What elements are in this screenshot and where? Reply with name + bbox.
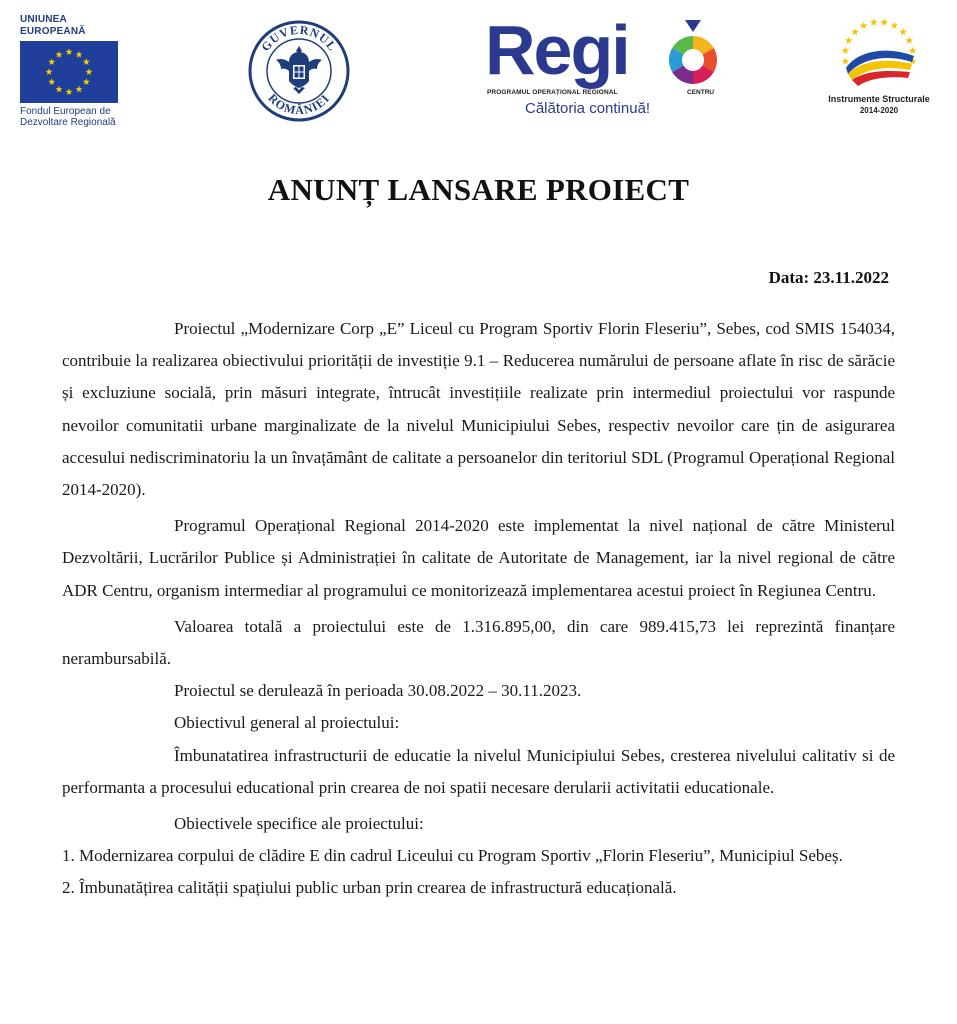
eu-flag-icon bbox=[20, 41, 118, 103]
eu-logo-bottom-line1: Fondul European de bbox=[20, 106, 111, 117]
instrumente-caption-line1: Instrumente Structurale bbox=[828, 94, 930, 104]
document-date: Data: 23.11.2022 bbox=[768, 268, 889, 287]
list-item-objective-1: 1. Modernizarea corpului de clădire E din cadrul Liceului cu Program Sportiv „Florin Fleseriu”, Municipiul Sebeș. bbox=[62, 846, 843, 866]
seal-arc-top-text: GUVERNUL bbox=[258, 22, 340, 54]
eu-logo bbox=[20, 14, 130, 128]
government-seal-icon bbox=[248, 20, 350, 122]
paragraph-project-period: Proiectul se derulează în perioada 30.08.2022 – 30.11.2023. bbox=[174, 681, 582, 701]
paragraph-project-description: Proiectul „Modernizare Corp „E” Liceul cu Program Sportiv Florin Fleseriu”, Sebes, cod SMIS 154034, contribuie la realizarea obiectivului priorității de investiție 9.1 – Reducerea numărului de persoane aflate în risc de sărăcie și excluziune socială, prin măsuri integrate, întrucât investițiile realizate prin intermediul proiectului vor raspunde nevoilor comunitatii urbane marginalizate de la nivelul Municipiului Sebes, respectiv nevoilor care țin de asigurarea accesului nediscriminatoriu la un învațământ de calitate a persoanelor din teritoriul SDL (Programul Operațional Regional 2014-2020). bbox=[62, 319, 895, 500]
list-item-objective-2: 2. Îmbunatățirea calității spațiului public urban prin crearea de infrastructură educațională. bbox=[62, 878, 677, 898]
regio-logo bbox=[485, 11, 725, 122]
regio-color-wheel-icon bbox=[663, 18, 723, 88]
paragraph-general-objective: Îmbunatatirea infrastructurii de educatie la nivelul Municipiului Sebes, cresterea nivelului calitativ si de performanta a procesului educational prin crearea de noi spatii necesare derularii activitatii educationale. bbox=[62, 745, 895, 797]
instrumente-structurale-emblem-icon bbox=[818, 10, 940, 94]
eu-logo-top-text: UNIUNEA EUROPEANĂ bbox=[20, 14, 86, 37]
regio-program-name: PROGRAMUL OPERAȚIONAL REGIONAL bbox=[487, 89, 618, 96]
regio-tagline: Călătoria continuă! bbox=[525, 100, 651, 117]
instrumente-caption-line2: 2014-2020 bbox=[859, 106, 899, 115]
eu-logo-bottom-line2: Dezvoltare Regională bbox=[20, 117, 116, 128]
logo-header bbox=[0, 0, 957, 130]
regio-region-name: CENTRU bbox=[687, 89, 715, 96]
paragraph-program-implementation: Programul Operațional Regional 2014-2020 este implementat la nivel național de către Ministerul Dezvoltării, Lucrărilor Publice și Administrației în calitate de Autoritate de Management, iar la nivel regional de către ADR Centru, organism intermediar al programului ce monitorizează implementarea acestui proiect în Regiunea Centru. bbox=[62, 516, 895, 600]
regio-wordmark: Regi bbox=[485, 11, 629, 89]
instrumente-structurale-logo bbox=[818, 10, 940, 122]
seal-arc-bottom-text: ROMÂNIEI bbox=[265, 91, 333, 118]
paragraph-specific-objectives-heading: Obiectivele specifice ale proiectului: bbox=[174, 814, 424, 834]
document-body bbox=[62, 313, 895, 905]
document-title: ANUNȚ LANSARE PROIECT bbox=[267, 172, 690, 207]
paragraph-general-objective-heading: Obiectivul general al proiectului: bbox=[174, 713, 400, 733]
paragraph-project-value: Valoarea totală a proiectului este de 1.316.895,00, din care 989.415,73 lei reprezintă finanțare nerambursabilă. bbox=[62, 616, 895, 669]
